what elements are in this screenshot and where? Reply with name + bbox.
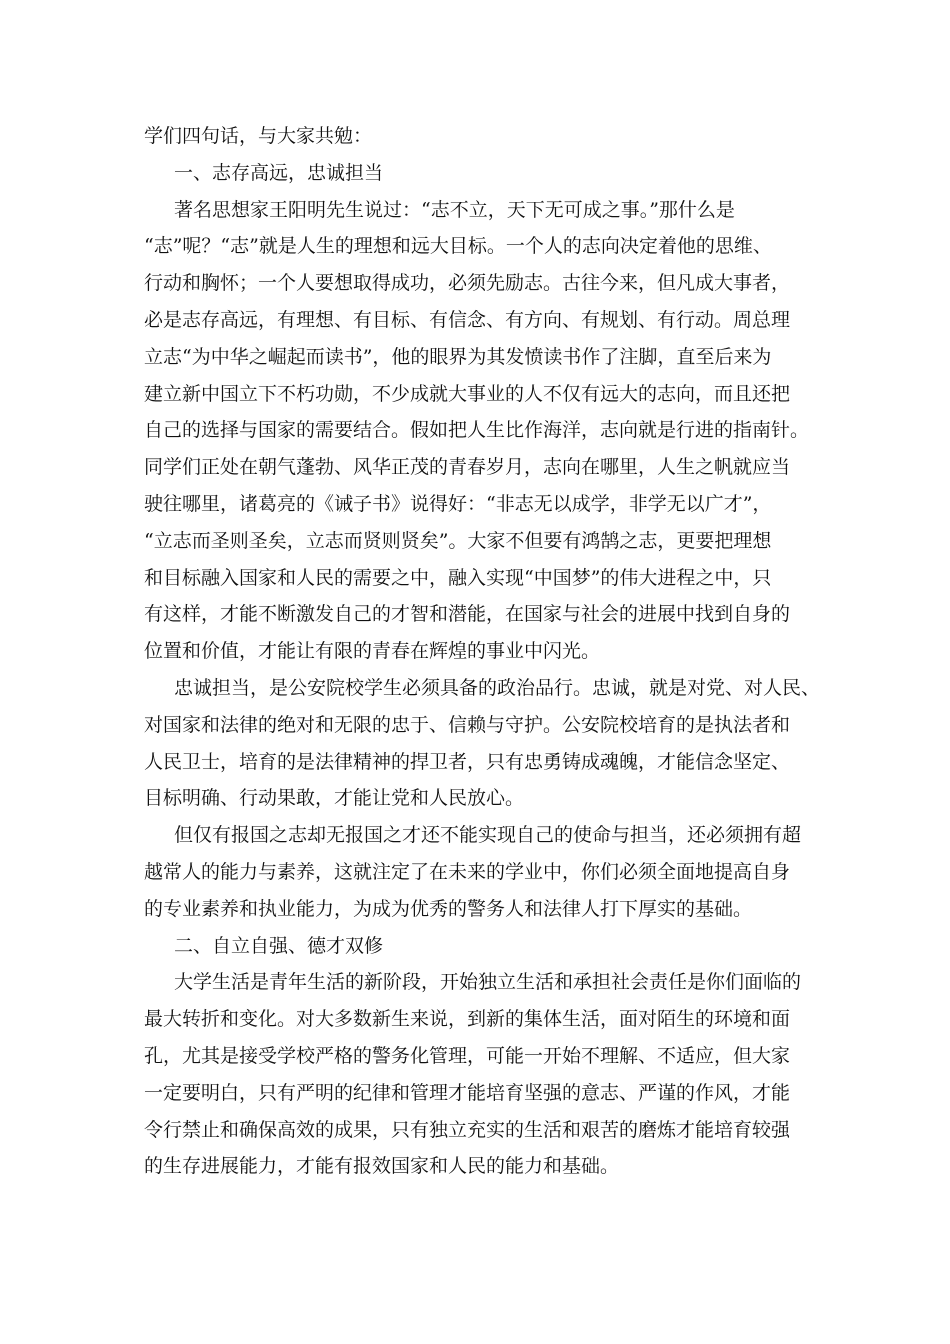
paragraph-line: 目标明确、行动果敢，才能让党和人民放心。 [144,787,525,810]
document-body [144,118,821,1185]
paragraph-line: 的生存进展能力，才能有报效国家和人民的能力和基础。 [144,1155,620,1178]
section-heading-2: 二、自立自强、德才双修 [174,934,384,957]
paragraph-line: 但仅有报国之志却无报国之才还不能实现自己的使命与担当，还必须拥有超 [174,824,802,847]
paragraph-line: 著名思想家王阳明先生说过：“志不立，天下无可成之事。”那什么是 [174,198,735,221]
paragraph-line: 令行禁止和确保高效的成果，只有独立充实的生活和艰苦的磨炼才能培育较强 [144,1118,791,1141]
paragraph-line: 对国家和法律的绝对和无限的忠于、信赖与守护。公安院校培育的是执法者和 [144,713,791,736]
paragraph-line: 一定要明白，只有严明的纪律和管理才能培育坚强的意志、严谨的作风，才能 [144,1081,791,1104]
paragraph-line: 忠诚担当，是公安院校学生必须具备的政治品行。忠诚，就是对党、对人民、 [174,676,821,699]
paragraph-line: 立志“为中华之崛起而读书”，他的眼界为其发愤读书作了注脚，直至后来为 [144,345,772,368]
paragraph-line: 建立新中国立下不朽功勋，不少成就大事业的人不仅有远大的志向，而且还把 [144,382,791,405]
paragraph-line: 有这样，才能不断激发自己的才智和潜能，在国家与社会的进展中找到自身的 [144,603,791,626]
paragraph-line: 学们四句话，与大家共勉： [144,125,373,147]
paragraph-line: 必是志存高远，有理想、有目标、有信念、有方向、有规划、有行动。周总理 [144,308,791,331]
paragraph-line: 人民卫士，培育的是法律精神的捍卫者，只有忠勇铸成魂魄，才能信念坚定、 [144,750,791,773]
paragraph-line: 孔，尤其是接受学校严格的警务化管理，可能一开始不理解、不适应，但大家 [144,1044,791,1067]
paragraph-line: 大学生活是青年生活的新阶段，开始独立生活和承担社会责任是你们面临的 [174,971,802,994]
paragraph-line: 越常人的能力与素养，这就注定了在未来的学业中，你们必须全面地提高自身 [144,860,791,883]
paragraph-line: 和目标融入国家和人民的需要之中，融入实现“中国梦”的伟大进程之中，只 [144,566,772,589]
paragraph-line: 位置和价值，才能让有限的青春在辉煌的事业中闪光。 [144,640,601,663]
paragraph-line: 的专业素养和执业能力，为成为优秀的警务人和法律人打下厚实的基础。 [144,897,753,920]
paragraph-line: 同学们正处在朝气蓬勃、风华正茂的青春岁月，志向在哪里，人生之帆就应当 [144,456,791,479]
paragraph-line: “志”呢？“志”就是人生的理想和远大目标。一个人的志向决定着他的思维、 [144,235,772,258]
paragraph-line: 最大转折和变化。对大多数新生来说，到新的集体生活，面对陌生的环境和面 [144,1008,791,1031]
section-heading-1: 一、志存高远，忠诚担当 [174,161,384,184]
paragraph-line: “立志而圣则圣矣，立志而贤则贤矣”。大家不但要有鸿鹄之志，更要把理想 [144,529,772,552]
paragraph-line: 驶往哪里，诸葛亮的《诫子书》说得好：“非志无以成学，非学无以广才”， [144,492,772,515]
paragraph-line: 行动和胸怀；一个人要想取得成功，必须先励志。古往今来，但凡成大事者， [144,272,791,295]
paragraph-line: 自己的选择与国家的需要结合。假如把人生比作海洋，志向就是行进的指南针。 [144,419,810,442]
